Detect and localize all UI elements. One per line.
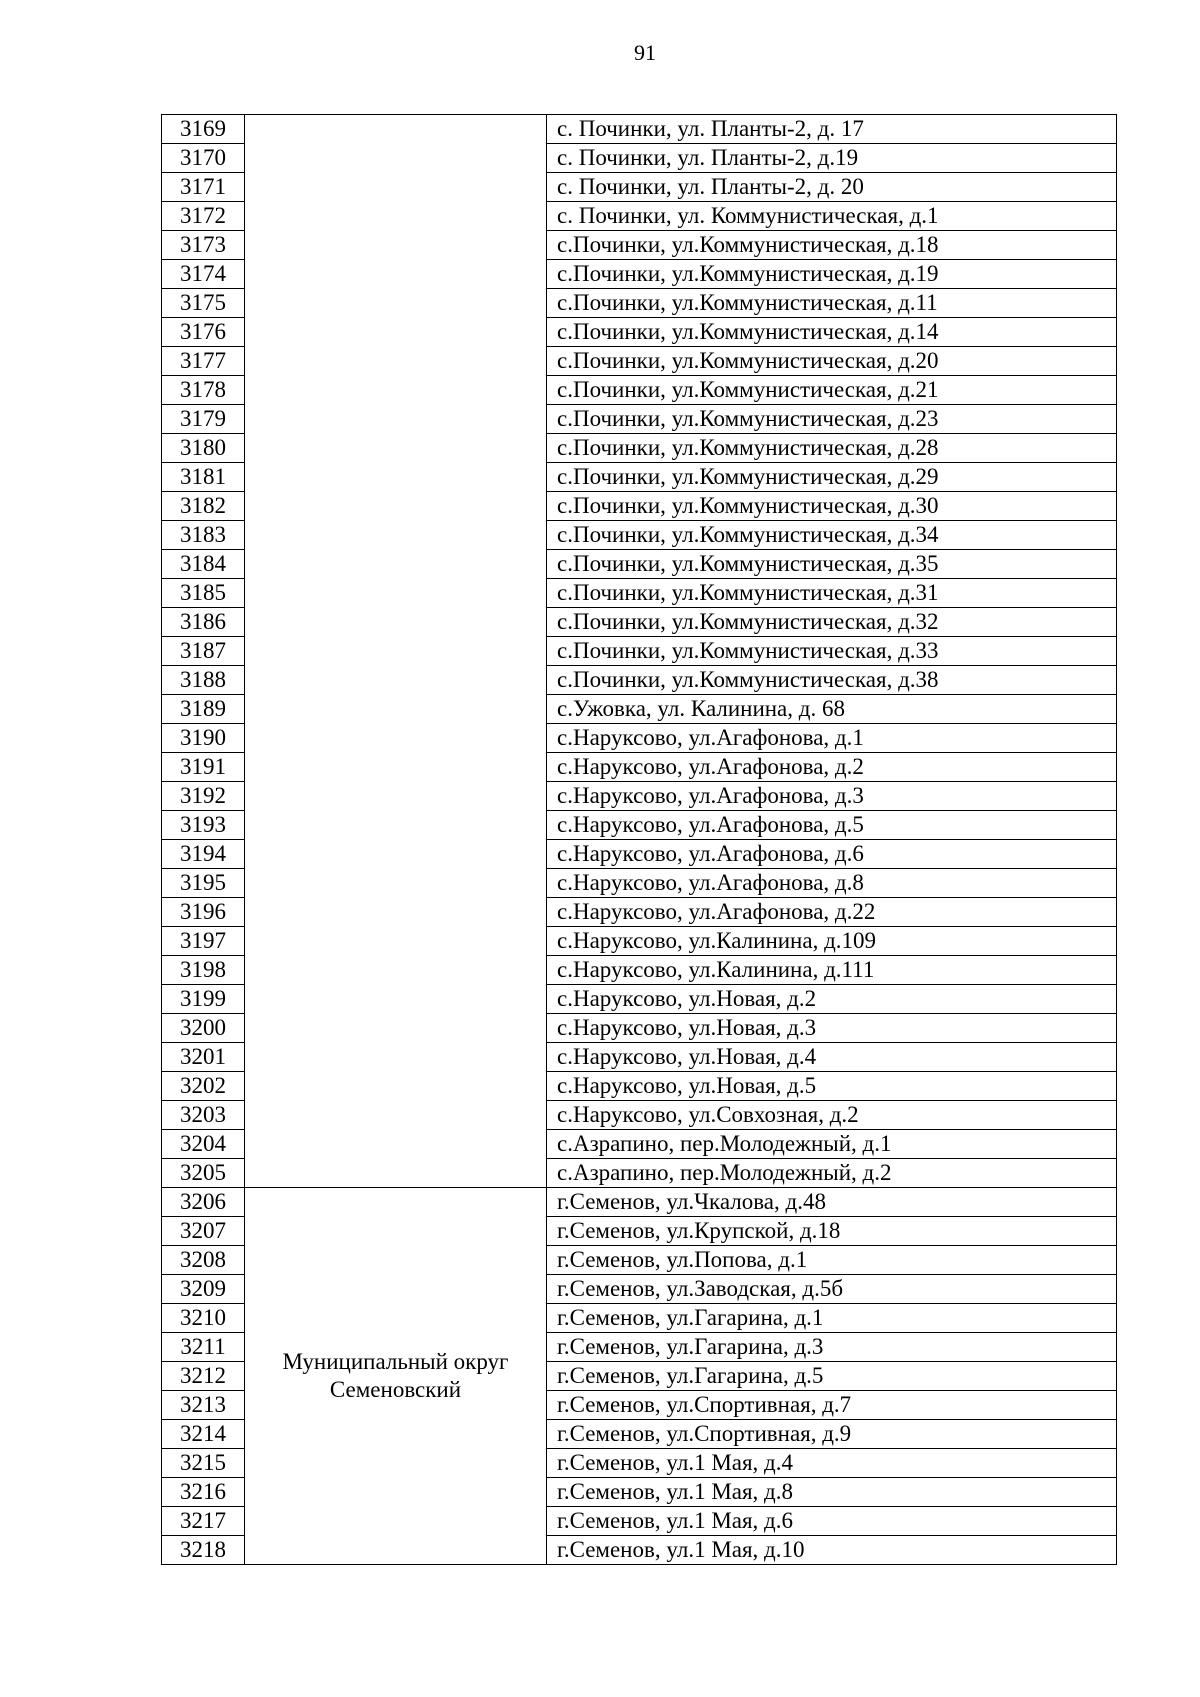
row-number: 3217 <box>162 1507 245 1536</box>
row-number: 3182 <box>162 492 245 521</box>
address-cell: с.Починки, ул.Коммунистическая, д.18 <box>547 231 1117 260</box>
address-cell: г.Семенов, ул.Гагарина, д.5 <box>547 1362 1117 1391</box>
address-cell: с.Починки, ул.Коммунистическая, д.28 <box>547 434 1117 463</box>
address-cell: с.Починки, ул.Коммунистическая, д.34 <box>547 521 1117 550</box>
row-number: 3183 <box>162 521 245 550</box>
page-number: 91 <box>634 40 656 65</box>
table-row <box>162 115 1117 144</box>
address-cell: г.Семенов, ул.Чкалова, д.48 <box>547 1188 1117 1217</box>
address-cell: с.Наруксово, ул.Калинина, д.109 <box>547 927 1117 956</box>
row-number: 3195 <box>162 869 245 898</box>
row-number: 3208 <box>162 1246 245 1275</box>
row-number: 3211 <box>162 1333 245 1362</box>
row-number: 3201 <box>162 1043 245 1072</box>
address-cell: с.Починки, ул.Коммунистическая, д.32 <box>547 608 1117 637</box>
row-number: 3181 <box>162 463 245 492</box>
address-cell: г.Семенов, ул.Заводская, д.5б <box>547 1275 1117 1304</box>
address-cell: с.Починки, ул.Коммунистическая, д.19 <box>547 260 1117 289</box>
row-number: 3190 <box>162 724 245 753</box>
row-number: 3191 <box>162 753 245 782</box>
row-number: 3198 <box>162 956 245 985</box>
address-cell: с.Починки, ул.Коммунистическая, д.29 <box>547 463 1117 492</box>
address-cell: с.Наруксово, ул.Агафонова, д.6 <box>547 840 1117 869</box>
row-number: 3215 <box>162 1449 245 1478</box>
address-cell: с.Починки, ул.Коммунистическая, д.38 <box>547 666 1117 695</box>
row-number: 3207 <box>162 1217 245 1246</box>
district-cell: Муниципальный округ Семеновский <box>245 1188 547 1565</box>
address-cell: с.Починки, ул.Коммунистическая, д.21 <box>547 376 1117 405</box>
row-number: 3192 <box>162 782 245 811</box>
address-cell: с.Починки, ул.Коммунистическая, д.35 <box>547 550 1117 579</box>
address-cell: с.Ужовка, ул. Калинина, д. 68 <box>547 695 1117 724</box>
row-number: 3189 <box>162 695 245 724</box>
row-number: 3178 <box>162 376 245 405</box>
row-number: 3210 <box>162 1304 245 1333</box>
address-cell: с.Наруксово, ул.Агафонова, д.2 <box>547 753 1117 782</box>
address-cell: с.Азрапино, пер.Молодежный, д.1 <box>547 1130 1117 1159</box>
address-cell: с.Починки, ул.Коммунистическая, д.23 <box>547 405 1117 434</box>
row-number: 3188 <box>162 666 245 695</box>
row-number: 3206 <box>162 1188 245 1217</box>
address-cell: с.Наруксово, ул.Новая, д.3 <box>547 1014 1117 1043</box>
row-number: 3184 <box>162 550 245 579</box>
row-number: 3204 <box>162 1130 245 1159</box>
row-number: 3176 <box>162 318 245 347</box>
address-cell: г.Семенов, ул.1 Мая, д.10 <box>547 1536 1117 1565</box>
address-cell: с. Починки, ул. Коммунистическая, д.1 <box>547 202 1117 231</box>
address-cell: с.Починки, ул.Коммунистическая, д.14 <box>547 318 1117 347</box>
row-number: 3216 <box>162 1478 245 1507</box>
address-cell: с.Починки, ул.Коммунистическая, д.31 <box>547 579 1117 608</box>
row-number: 3177 <box>162 347 245 376</box>
row-number: 3186 <box>162 608 245 637</box>
address-cell: с.Наруксово, ул.Новая, д.4 <box>547 1043 1117 1072</box>
row-number: 3173 <box>162 231 245 260</box>
row-number: 3205 <box>162 1159 245 1188</box>
address-cell: с. Починки, ул. Планты-2, д. 20 <box>547 173 1117 202</box>
row-number: 3212 <box>162 1362 245 1391</box>
address-cell: с.Починки, ул.Коммунистическая, д.11 <box>547 289 1117 318</box>
row-number: 3169 <box>162 115 245 144</box>
row-number: 3199 <box>162 985 245 1014</box>
address-cell: г.Семенов, ул.1 Мая, д.6 <box>547 1507 1117 1536</box>
address-table <box>161 114 1117 1565</box>
row-number: 3175 <box>162 289 245 318</box>
row-number: 3209 <box>162 1275 245 1304</box>
address-cell: г.Семенов, ул.Спортивная, д.9 <box>547 1420 1117 1449</box>
address-cell: с. Починки, ул. Планты-2, д. 17 <box>547 115 1117 144</box>
row-number: 3200 <box>162 1014 245 1043</box>
address-cell: г.Семенов, ул.1 Мая, д.8 <box>547 1478 1117 1507</box>
row-number: 3202 <box>162 1072 245 1101</box>
address-cell: с.Починки, ул.Коммунистическая, д.20 <box>547 347 1117 376</box>
row-number: 3214 <box>162 1420 245 1449</box>
address-cell: г.Семенов, ул.Попова, д.1 <box>547 1246 1117 1275</box>
address-cell: г.Семенов, ул.Спортивная, д.7 <box>547 1391 1117 1420</box>
address-table-body <box>162 115 1117 1565</box>
row-number: 3170 <box>162 144 245 173</box>
address-cell: г.Семенов, ул.Крупской, д.18 <box>547 1217 1117 1246</box>
address-cell: с.Наруксово, ул.Совхозная, д.2 <box>547 1101 1117 1130</box>
address-cell: с.Наруксово, ул.Новая, д.5 <box>547 1072 1117 1101</box>
row-number: 3197 <box>162 927 245 956</box>
address-cell: г.Семенов, ул.Гагарина, д.3 <box>547 1333 1117 1362</box>
row-number: 3218 <box>162 1536 245 1565</box>
row-number: 3213 <box>162 1391 245 1420</box>
address-cell: с.Наруксово, ул.Агафонова, д.22 <box>547 898 1117 927</box>
row-number: 3179 <box>162 405 245 434</box>
district-cell <box>245 115 547 1188</box>
row-number: 3203 <box>162 1101 245 1130</box>
address-cell: с.Починки, ул.Коммунистическая, д.33 <box>547 637 1117 666</box>
row-number: 3171 <box>162 173 245 202</box>
row-number: 3193 <box>162 811 245 840</box>
row-number: 3194 <box>162 840 245 869</box>
row-number: 3187 <box>162 637 245 666</box>
row-number: 3185 <box>162 579 245 608</box>
address-cell: г.Семенов, ул.1 Мая, д.4 <box>547 1449 1117 1478</box>
row-number: 3196 <box>162 898 245 927</box>
row-number: 3180 <box>162 434 245 463</box>
address-cell: с.Наруксово, ул.Агафонова, д.5 <box>547 811 1117 840</box>
address-cell: с.Наруксово, ул.Агафонова, д.1 <box>547 724 1117 753</box>
address-cell: с.Наруксово, ул.Новая, д.2 <box>547 985 1117 1014</box>
address-cell: с.Наруксово, ул.Агафонова, д.8 <box>547 869 1117 898</box>
address-cell: г.Семенов, ул.Гагарина, д.1 <box>547 1304 1117 1333</box>
row-number: 3174 <box>162 260 245 289</box>
address-cell: с. Починки, ул. Планты-2, д.19 <box>547 144 1117 173</box>
address-cell: с.Наруксово, ул.Калинина, д.111 <box>547 956 1117 985</box>
row-number: 3172 <box>162 202 245 231</box>
address-cell: с.Азрапино, пер.Молодежный, д.2 <box>547 1159 1117 1188</box>
address-cell: с.Наруксово, ул.Агафонова, д.3 <box>547 782 1117 811</box>
address-cell: с.Починки, ул.Коммунистическая, д.30 <box>547 492 1117 521</box>
table-row <box>162 1188 1117 1217</box>
